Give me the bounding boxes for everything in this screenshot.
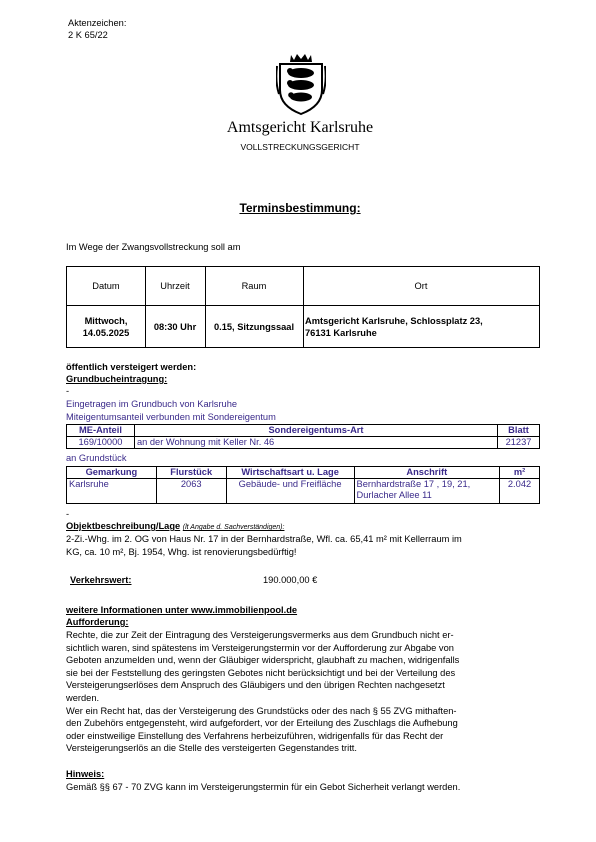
aufforderung-line: Versteigerungserlöses dem Anspruch des Gläubigers und den übrigen Rechten nachgesetzt: [66, 680, 445, 691]
me-blatt-value: 21237: [498, 437, 540, 449]
aktenzeichen-value: 2 K 65/22: [68, 30, 108, 40]
termin-uhrzeit: 08:30 Uhr: [153, 322, 197, 332]
termin-datum: [67, 306, 145, 348]
header-ort: Ort: [414, 281, 428, 291]
termin-table: [66, 266, 540, 348]
hinweis-text: Gemäß §§ 67 - 70 ZVG kann im Versteigerungstermin für ein Gebot Sicherheit verlangt werden.: [66, 782, 461, 792]
termin-raum: 0.15, Sitzungssaal: [213, 322, 295, 332]
aufforderung-line: Rechte, die zur Zeit der Eintragung des Versteigerungsvermerks aus dem Grundbuch nicht er-: [66, 630, 454, 640]
eingetragen-text: Eingetragen im Grundbuch von Karlsruhe: [66, 399, 238, 409]
table-row: [67, 437, 540, 449]
court-subtitle: VOLLSTRECKUNGSGERICHT: [240, 142, 360, 152]
flur-m2-value: 2.042: [500, 479, 540, 504]
termin-ort-line2: 76131 Karlsruhe: [305, 328, 377, 338]
miteigentum-text: Miteigentumsanteil verbunden mit Sondereigentum: [66, 412, 276, 422]
court-name: Amtsgericht Karlsruhe: [226, 119, 374, 136]
me-art-value: an der Wohnung mit Keller Nr. 46: [134, 437, 497, 449]
termin-ort-line1: Amtsgericht Karlsruhe, Schlossplatz 23,: [305, 316, 483, 326]
termin-ort: [305, 306, 539, 348]
aufforderung-text: [66, 629, 546, 755]
hinweis-heading: Hinweis:: [66, 769, 105, 779]
flur-header-gemarkung: Gemarkung: [67, 467, 157, 479]
flurstueck-table: [66, 466, 540, 504]
me-anteil-value: 169/10000: [67, 437, 135, 449]
verkehrswert-label: Verkehrswert:: [70, 575, 132, 585]
aufforderung-line: Geboten anzumelden und, wenn der Gläubiger widerspricht, glaubhaft zu machen, widrigenfalls: [66, 655, 460, 666]
table-row: [67, 425, 540, 437]
dash-1: -: [66, 386, 70, 396]
flur-header-wirtschaftsart: Wirtschaftsart u. Lage: [226, 467, 354, 479]
header-raum: Raum: [241, 281, 267, 291]
dash-2: -: [66, 509, 70, 519]
me-header-art: Sondereigentums-Art: [134, 425, 497, 437]
grundbuch-heading: Grundbucheintragung:: [66, 374, 168, 384]
me-header-blatt: Blatt: [498, 425, 540, 437]
me-anteil-table: [66, 424, 540, 449]
header-uhrzeit: Uhrzeit: [160, 281, 190, 291]
versteigert-text: öffentlich versteigert werden:: [66, 362, 197, 372]
an-grundstueck-text: an Grundstück: [66, 453, 127, 463]
objekt-line-1: 2-Zi.-Whg. im 2. OG von Haus Nr. 17 in der Bernhardstraße, Wfl. ca. 65,41 m² mit Kellerraum im: [66, 534, 462, 544]
objekt-line-2: KG, ca. 10 m², Bj. 1954, Whg. ist renovierungsbedürftig!: [66, 547, 297, 557]
flur-header-m2: m²: [500, 467, 540, 479]
aktenzeichen-label: Aktenzeichen:: [68, 18, 127, 28]
table-row: [67, 479, 540, 504]
flur-wirtschaftsart-value: Gebäude- und Freifläche: [226, 479, 354, 504]
aufforderung-line: werden.: [66, 692, 100, 703]
table-row: [67, 467, 540, 479]
flur-flurstueck-value: 2063: [156, 479, 226, 504]
objekt-heading-line: [66, 520, 284, 534]
objekt-note: (lt Angabe d. Sachverständigen):: [182, 524, 285, 531]
objekt-heading: Objektbeschreibung/Lage: [66, 521, 181, 531]
flur-anschrift-line1: Bernhardstraße 17 , 19, 21,: [356, 479, 471, 489]
header-datum: Datum: [92, 281, 120, 291]
flur-anschrift-value: [354, 479, 500, 504]
termin-datum-weekday: Mittwoch,: [84, 316, 128, 326]
me-header-anteil: ME-Anteil: [67, 425, 135, 437]
verkehrswert-value: 190.000,00 €: [263, 575, 318, 585]
aufforderung-line: den Zubehörs entgegensteht, wird aufgefordert, vor der Erteilung des Zuschlags die Aufhebung: [66, 718, 458, 729]
page-title: Terminsbestimmung:: [239, 201, 361, 215]
weitere-info: weitere Informationen unter www.immobilienpool.de: [66, 605, 298, 615]
aufforderung-heading: Aufforderung:: [66, 617, 129, 627]
flur-header-anschrift: Anschrift: [354, 467, 500, 479]
termin-datum-date: 14.05.2025: [82, 328, 130, 338]
flur-gemarkung-value: Karlsruhe: [67, 479, 157, 504]
aufforderung-line: sichtlich waren, sind spätestens im Versteigerungstermin vor der Aufforderung zur Abgabe von: [66, 642, 454, 653]
flur-header-flurstueck: Flurstück: [156, 467, 226, 479]
flur-anschrift-line2: Durlacher Allee 11: [356, 490, 432, 500]
aufforderung-line: oder einstweilige Einstellung des Verfahrens herbeizuführen, widrigenfalls für das Recht der: [66, 730, 444, 741]
coat-of-arms-icon: [276, 52, 326, 116]
intro-text: Im Wege der Zwangsvollstreckung soll am: [66, 242, 241, 252]
aufforderung-line: sie bei der Feststellung des geringsten Gebotes nicht berücksichtigt und bei der Verteilung des: [66, 667, 456, 678]
aufforderung-line: Wer ein Recht hat, das der Versteigerung des Grundstücks oder des nach § 55 ZVG mithaften-: [66, 705, 457, 716]
aufforderung-line: Versteigerungserlös an die Stelle des versteigerten Gegenstandes tritt.: [66, 743, 357, 754]
